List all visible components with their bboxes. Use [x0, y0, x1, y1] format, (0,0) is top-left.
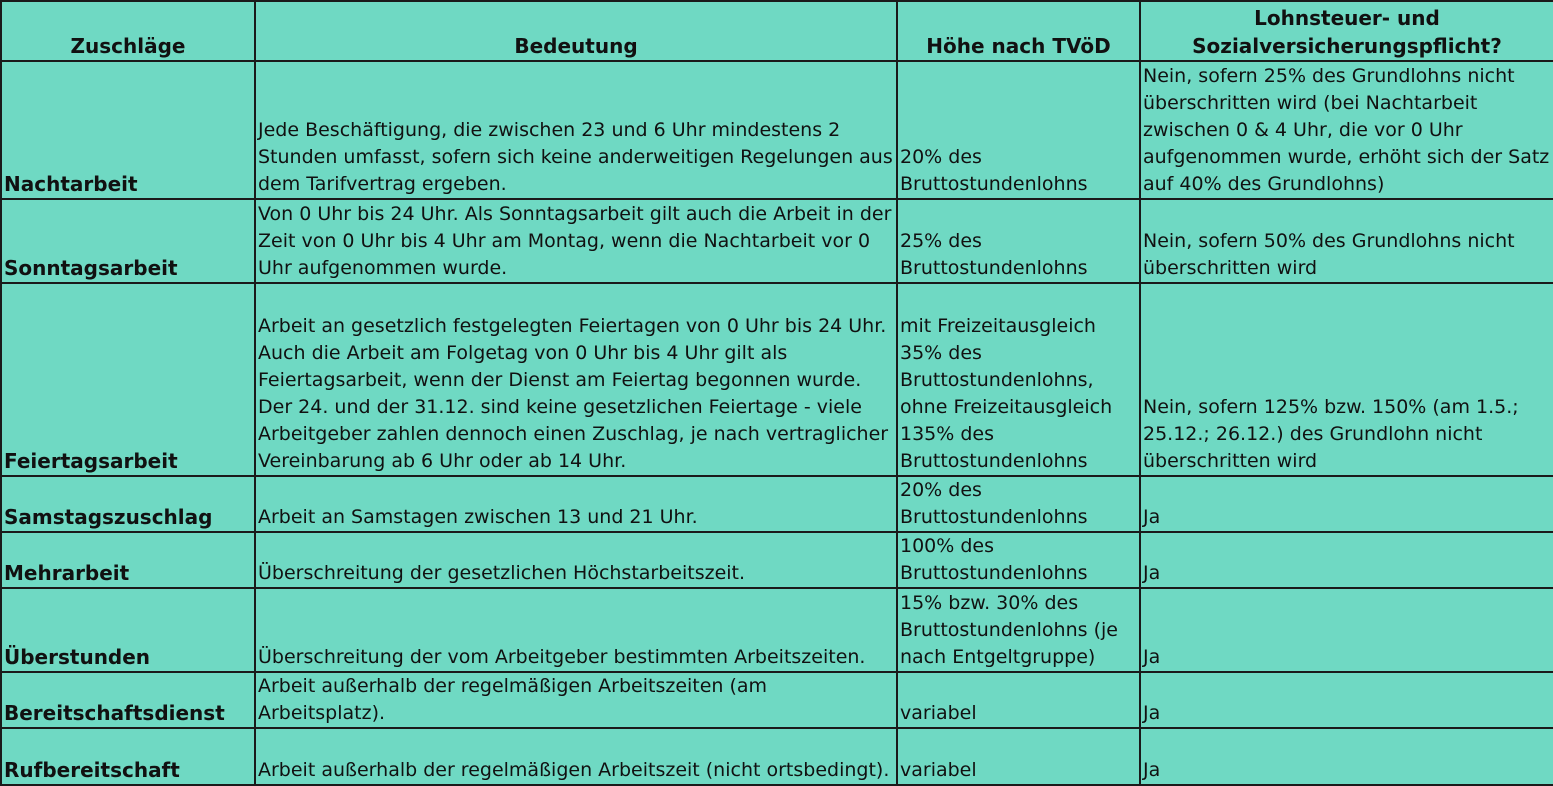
- header-row: [1, 1, 1553, 61]
- hoehe-cell: 25% des Bruttostundenlohns: [897, 199, 1140, 283]
- bedeutung-cell: Jede Beschäftigung, die zwischen 23 und 6 Uhr mindestens 2 Stunden umfasst, sofern sich keine anderweitigen Regelungen aus dem Tarifvertrag ergeben.: [255, 61, 897, 199]
- table-row: [1, 199, 1553, 283]
- table-row: [1, 61, 1553, 199]
- bedeutung-cell: Arbeit außerhalb der regelmäßigen Arbeitszeiten (am Arbeitsplatz).: [255, 672, 897, 728]
- hoehe-cell: 100% des Bruttostundenlohns: [897, 532, 1140, 588]
- pflicht-cell: Ja: [1140, 476, 1553, 532]
- row-label: Mehrarbeit: [1, 532, 255, 588]
- table-row: [1, 476, 1553, 532]
- row-label: Samstagszuschlag: [1, 476, 255, 532]
- row-label: Rufbereitschaft: [1, 728, 255, 785]
- table-row: [1, 532, 1553, 588]
- row-label: Überstunden: [1, 588, 255, 672]
- row-label: Bereitschaftsdienst: [1, 672, 255, 728]
- pflicht-cell: Ja: [1140, 672, 1553, 728]
- pflicht-cell: Nein, sofern 25% des Grundlohns nicht überschritten wird (bei Nachtarbeit zwischen 0 & 4 Uhr, die vor 0 Uhr aufgenommen wurde, erhöht sich der Satz auf 40% des Grundlohns): [1140, 61, 1553, 199]
- hoehe-cell: variabel: [897, 728, 1140, 785]
- row-label: Nachtarbeit: [1, 61, 255, 199]
- hoehe-cell: 15% bzw. 30% des Bruttostundenlohns (je nach Entgeltgruppe): [897, 588, 1140, 672]
- hoehe-cell: variabel: [897, 672, 1140, 728]
- table-row: [1, 283, 1553, 476]
- header-pflicht: Lohnsteuer- und Sozialversicherungspflicht?: [1140, 1, 1553, 61]
- header-hoehe: Höhe nach TVöD: [897, 1, 1140, 61]
- row-label: Feiertagsarbeit: [1, 283, 255, 476]
- hoehe-cell: 20% des Bruttostundenlohns: [897, 61, 1140, 199]
- table-row: [1, 588, 1553, 672]
- bedeutung-cell: Von 0 Uhr bis 24 Uhr. Als Sonntagsarbeit gilt auch die Arbeit in der Zeit von 0 Uhr bis 4 Uhr am Montag, wenn die Nachtarbeit vor 0 Uhr aufgenommen wurde.: [255, 199, 897, 283]
- bedeutung-cell: Arbeit an gesetzlich festgelegten Feiertagen von 0 Uhr bis 24 Uhr. Auch die Arbeit am Folgetag von 0 Uhr bis 4 Uhr gilt als Feiertagsarbeit, wenn der Dienst am Feiertag begonnen wurde. Der 24. und der 31.12. sind keine gesetzlichen Feiertage - viele Arbeitgeber zahlen dennoch einen Zuschlag, je nach vertraglicher Vereinbarung ab 6 Uhr oder ab 14 Uhr.: [255, 283, 897, 476]
- row-label: Sonntagsarbeit: [1, 199, 255, 283]
- pflicht-cell: Nein, sofern 50% des Grundlohns nicht überschritten wird: [1140, 199, 1553, 283]
- header-zuschlaege: Zuschläge: [1, 1, 255, 61]
- bedeutung-cell: Arbeit außerhalb der regelmäßigen Arbeitszeit (nicht ortsbedingt).: [255, 728, 897, 785]
- pflicht-cell: Nein, sofern 125% bzw. 150% (am 1.5.; 25.12.; 26.12.) des Grundlohn nicht überschritten wird: [1140, 283, 1553, 476]
- hoehe-cell: 20% des Bruttostundenlohns: [897, 476, 1140, 532]
- header-bedeutung: Bedeutung: [255, 1, 897, 61]
- bedeutung-cell: Arbeit an Samstagen zwischen 13 und 21 Uhr.: [255, 476, 897, 532]
- pflicht-cell: Ja: [1140, 588, 1553, 672]
- pflicht-cell: Ja: [1140, 532, 1553, 588]
- hoehe-cell: mit Freizeitausgleich 35% des Bruttostundenlohns, ohne Freizeitausgleich 135% des Bruttostundenlohns: [897, 283, 1140, 476]
- table-row: [1, 728, 1553, 785]
- pflicht-cell: Ja: [1140, 728, 1553, 785]
- bedeutung-cell: Überschreitung der vom Arbeitgeber bestimmten Arbeitszeiten.: [255, 588, 897, 672]
- table-row: [1, 672, 1553, 728]
- bedeutung-cell: Überschreitung der gesetzlichen Höchstarbeitszeit.: [255, 532, 897, 588]
